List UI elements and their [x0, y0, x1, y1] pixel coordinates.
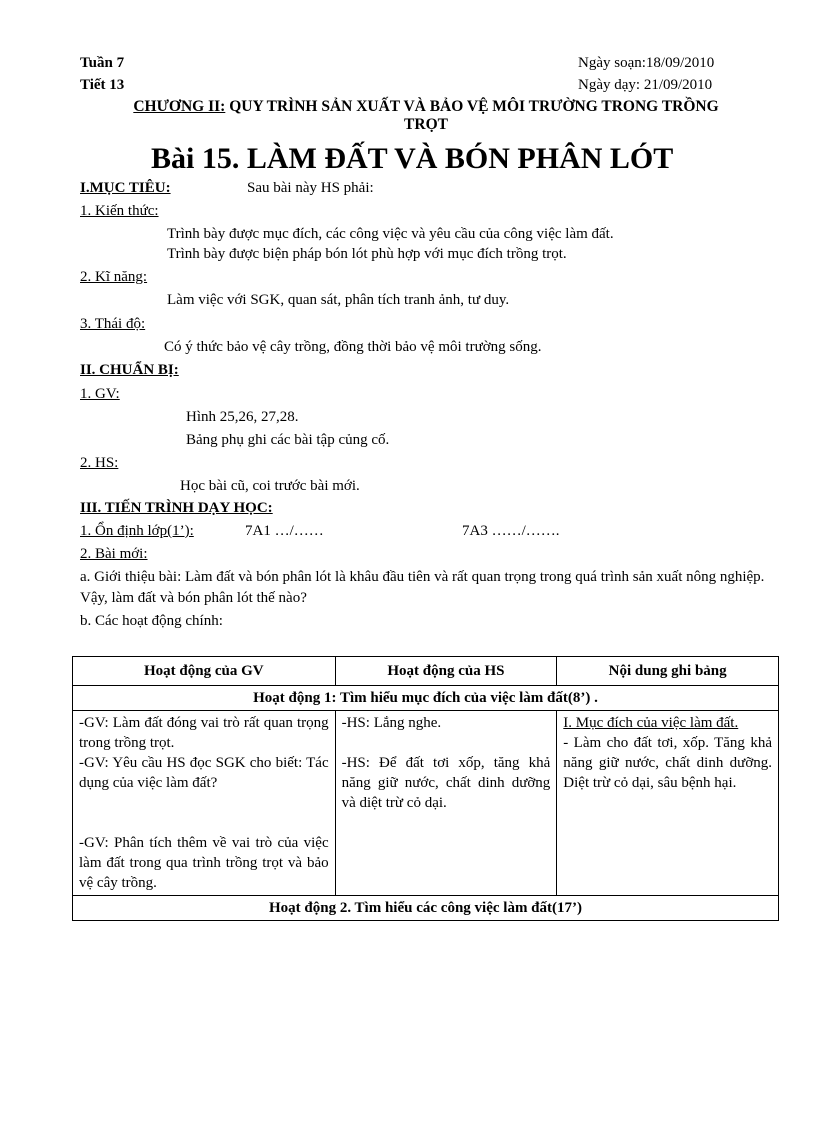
lesson-title: Bài 15. LÀM ĐẤT VÀ BÓN PHÂN LÓT — [151, 142, 674, 175]
chapter-title — [76, 98, 776, 134]
class-7a1: 7A1 …/…… — [245, 523, 324, 539]
skills-heading: 2. Kĩ năng: — [80, 269, 148, 285]
attitude-heading: 3. Thái độ: — [80, 316, 146, 332]
attitude-item-1: Có ý thức bảo vệ cây trồng, đồng thời bảo vệ môi trường sống. — [164, 339, 542, 355]
chapter-label: CHƯƠNG II: — [133, 98, 226, 115]
objectives-intro: Sau bài này HS phải: — [247, 180, 374, 196]
student-step-1: -HS: Lắng nghe. — [341, 715, 442, 731]
procedure-heading: III. TIẾN TRÌNH DẠY HỌC: — [80, 500, 273, 516]
knowledge-item-1: Trình bày được mục đích, các công việc và yêu cầu của công việc làm đất. — [167, 226, 614, 242]
new-lesson-label: 2. Bài mới: — [80, 546, 148, 562]
activity-1-title: Hoạt động 1: Tìm hiểu mục đích của việc làm đất(8’) . — [73, 686, 779, 711]
date-prepared: Ngày soạn:18/09/2010 — [578, 55, 715, 71]
teacher-step-2: -GV: Yêu cầu HS đọc SGK cho biết: Tác dụng của việc làm đất? — [79, 755, 329, 791]
class-order-label: 1. Ổn định lớp(1’): — [80, 523, 194, 539]
activity-2-title: Hoạt động 2. Tìm hiểu các công việc làm đất(17’) — [73, 896, 779, 921]
table-row — [73, 711, 779, 896]
teacher-step-1: -GV: Làm đất đóng vai trò rất quan trọng trong trồng trọt. — [79, 715, 329, 751]
table-row — [73, 686, 779, 711]
board-content-cell — [557, 711, 779, 896]
student-activity-cell — [335, 711, 557, 896]
table-header-row — [73, 657, 779, 686]
knowledge-item-2: Trình bày được biện pháp bón lót phù hợp với mục đích trồng trọt. — [167, 246, 567, 262]
teacher-item-2: Bảng phụ ghi các bài tập củng cố. — [186, 432, 390, 448]
skills-item-1: Làm việc với SGK, quan sát, phân tích tranh ảnh, tư duy. — [167, 292, 510, 308]
student-heading: 2. HS: — [80, 455, 119, 471]
preparation-heading: II. CHUẨN BỊ: — [80, 362, 179, 378]
teacher-activity-cell — [73, 711, 336, 896]
teacher-heading: 1. GV: — [80, 386, 120, 402]
date-taught: Ngày dạy: 21/09/2010 — [578, 77, 713, 93]
col-board-content: Nội dung ghi bảng — [557, 657, 779, 686]
class-7a3: 7A3 ……/……. — [462, 523, 560, 539]
chapter-title-line1: QUY TRÌNH SẢN XUẤT VÀ BẢO VỆ MÔI TRƯỜNG TRONG TRỒNG — [225, 98, 719, 115]
knowledge-heading: 1. Kiến thức: — [80, 203, 159, 219]
period-label: Tiết 13 — [80, 77, 125, 93]
teacher-item-1: Hình 25,26, 27,28. — [186, 409, 299, 425]
student-step-2: -HS: Để đất tơi xốp, tăng khả năng giữ nước, chất dinh dưỡng và diệt trừ cỏ dại. — [341, 755, 551, 811]
teacher-step-3: -GV: Phân tích thêm về vai trò của việc làm đất trong qua trình trồng trọt và bảo vệ cây trồng. — [79, 835, 329, 891]
board-content-heading: I. Mục đích của việc làm đất. — [563, 715, 739, 731]
main-activities-label: b. Các hoạt động chính: — [80, 613, 223, 629]
week-label: Tuần 7 — [80, 55, 125, 71]
lesson-activities-table — [72, 656, 779, 921]
student-item-1: Học bài cũ, coi trước bài mới. — [180, 478, 360, 494]
table-row — [73, 896, 779, 921]
board-content-item-1: - Làm cho đất tơi, xốp. Tăng khả năng giữ nước, chất dinh dưỡng. Diệt trừ cỏ dại, sâu bệnh hại. — [563, 735, 772, 791]
objectives-heading: I.MỤC TIÊU: — [80, 180, 171, 196]
chapter-title-line2: TRỌT — [404, 116, 448, 133]
col-student-activity: Hoạt động của HS — [335, 657, 557, 686]
lesson-intro: a. Giới thiệu bài: Làm đất và bón phân lót là khâu đầu tiên và rất quan trọng trong quá trình sản xuất nông nghiệp. Vậy, làm đất và bón phân lót thế nào? — [80, 569, 765, 606]
col-teacher-activity: Hoạt động của GV — [73, 657, 336, 686]
